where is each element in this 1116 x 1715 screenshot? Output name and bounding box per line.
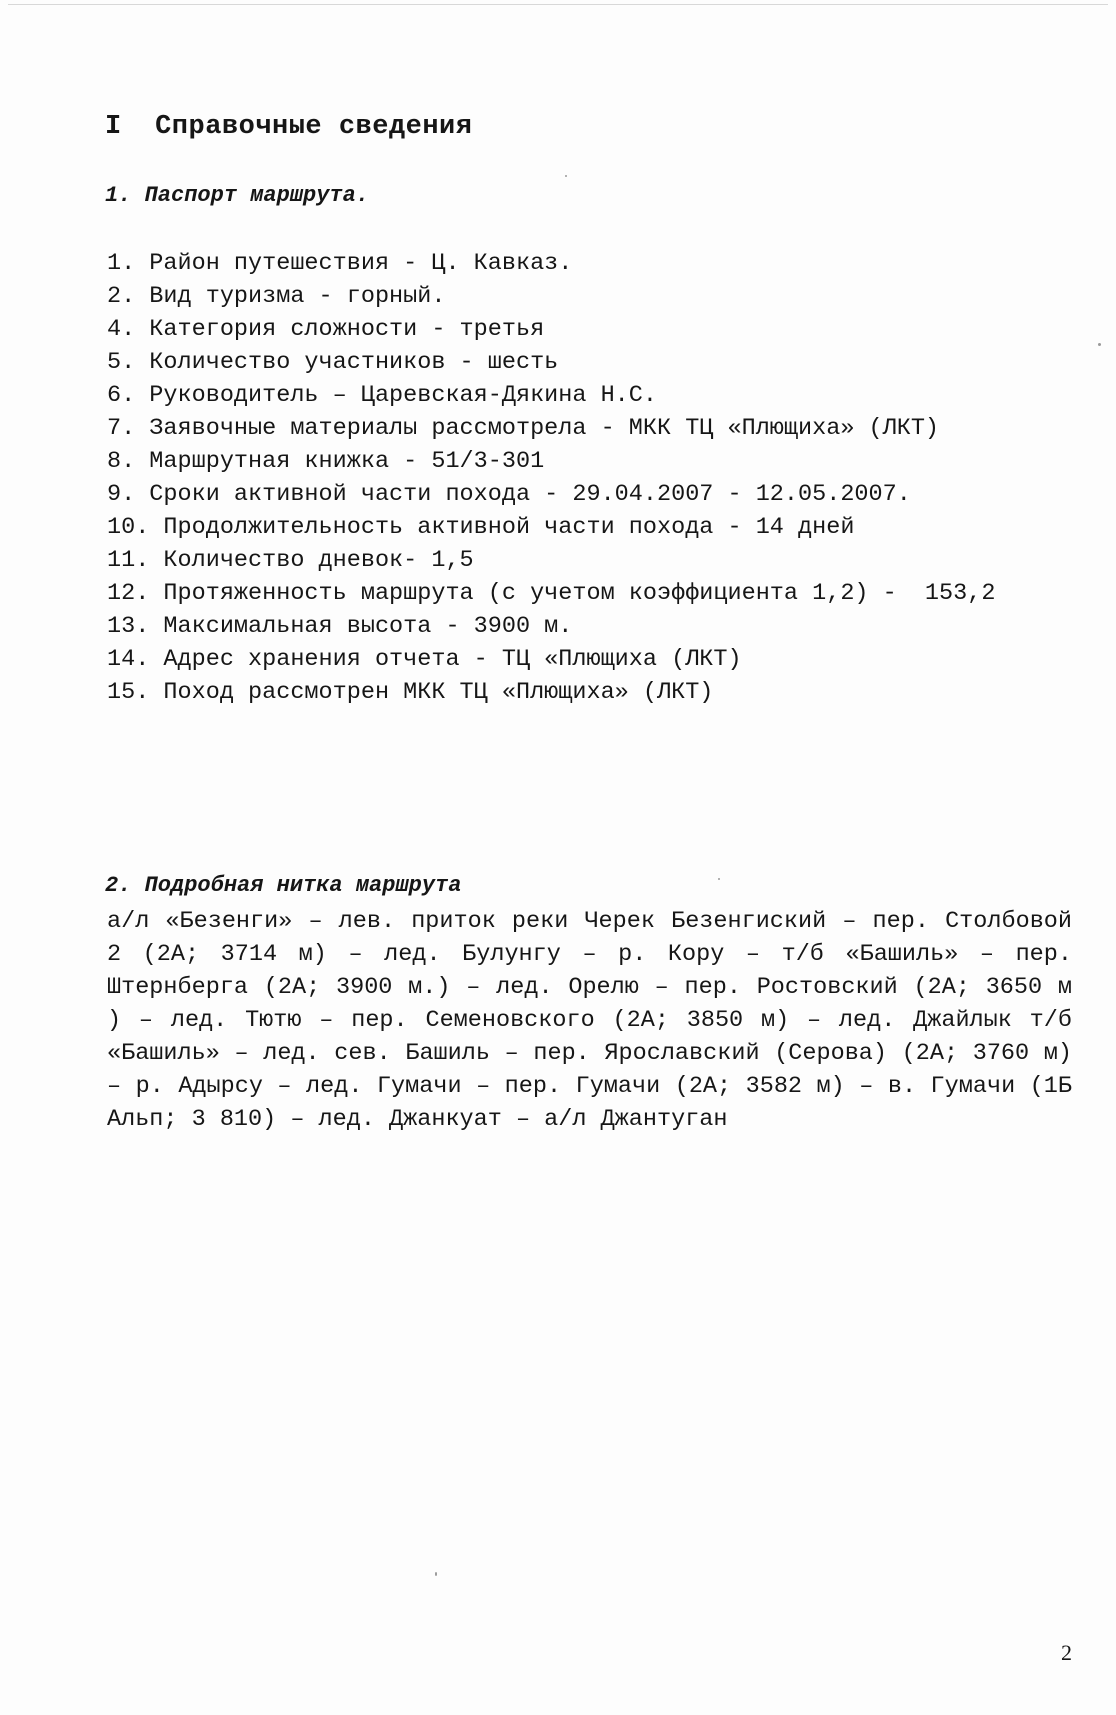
passport-item: 5. Количество участников - шесть xyxy=(107,349,559,376)
route-description: а/л «Безенги» – лев. приток реки Черек Безенгиский – пер. Столбовой 2 (2А; 3714 м) – лед. Булунгу – р. Кору – т/б «Башиль» – пер. Штернберга (2А; 3900 м.) – лед. Орелю – пер. Ростовский (2А; 3650 м ) – лед. Тютю – пер. Семеновского (2А; 3850 м) – лед. Джайлык т/б «Башиль» – лед. сев. Башиль – пер. Ярославский (Серова) (2А; 3760 м) – р. Адырсу – лед. Гумачи – пер. Гумачи (2А; 3582 м) – в. Гумачи (1Б Альп; 3 810) – лед. Джанкуат – а/л Джантуган xyxy=(107,908,1072,1133)
scan-speck xyxy=(718,878,720,880)
section-title: I Справочные сведения xyxy=(105,112,473,142)
scan-speck xyxy=(1098,343,1101,346)
page-number: 2 xyxy=(1061,1640,1072,1665)
scan-edge-line xyxy=(8,4,1108,5)
passport-item: 13. Максимальная высота - 3900 м. xyxy=(107,613,573,640)
passport-item: 6. Руководитель – Царевская-Дякина Н.С. xyxy=(107,382,657,409)
passport-item: 8. Маршрутная книжка - 51/3-301 xyxy=(107,448,545,475)
passport-item: 10. Продолжительность активной части похода - 14 дней xyxy=(107,514,855,541)
scan-speck xyxy=(565,175,567,177)
passport-heading: 1. Паспорт маршрута. xyxy=(105,183,370,208)
passport-item: 15. Поход рассмотрен МКК ТЦ «Плющиха» (ЛКТ) xyxy=(107,679,714,706)
route-heading: 2. Подробная нитка маршрута xyxy=(105,873,462,898)
passport-item: 11. Количество дневок- 1,5 xyxy=(107,547,474,574)
passport-item: 14. Адрес хранения отчета - ТЦ «Плющиха (ЛКТ) xyxy=(107,646,742,673)
passport-item: 7. Заявочные материалы рассмотрела - МКК ТЦ «Плющиха» (ЛКТ) xyxy=(107,415,940,442)
passport-item: 12. Протяженность маршрута (с учетом коэффициента 1,2) - 153,2 xyxy=(107,580,996,607)
passport-item: 2. Вид туризма - горный. xyxy=(107,283,446,310)
passport-item: 4. Категория сложности - третья xyxy=(107,316,545,343)
passport-list xyxy=(107,247,1087,709)
scan-speck xyxy=(435,1572,437,1576)
passport-item: 1. Район путешествия - Ц. Кавказ. xyxy=(107,250,573,277)
passport-item: 9. Сроки активной части похода - 29.04.2007 - 12.05.2007. xyxy=(107,481,911,508)
